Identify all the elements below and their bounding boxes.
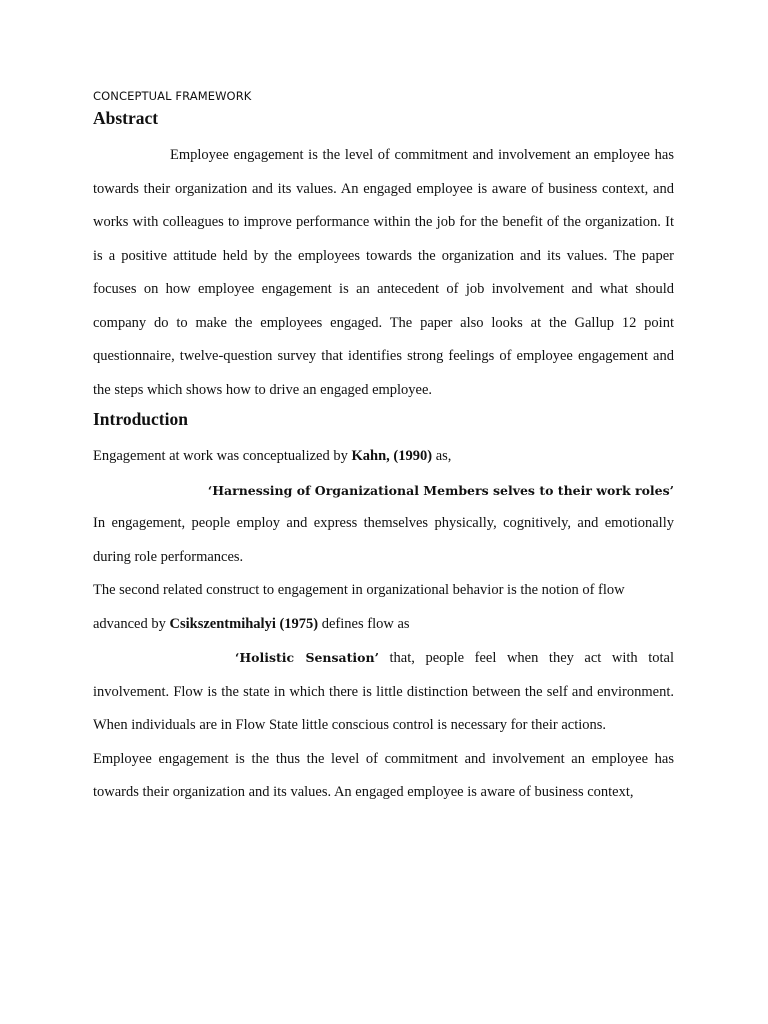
flow-paragraph-text: that, people feel when they act with total involvement. Flow is the state in which there is little distinction between the self and environment. When individuals are in Flow State little conscious control is necessary for their actions. — [93, 650, 674, 733]
kahn-sentence — [93, 440, 674, 474]
document-header: CONCEPTUAL FRAMEWORK — [93, 89, 252, 103]
engagement-paragraph: In engagement, people employ and express themselves physically, cognitively, and emotionally during role performances. — [93, 515, 674, 565]
kahn-citation: Kahn, (1990) — [351, 448, 433, 464]
kahn-prefix: Engagement at work was conceptualized by — [93, 448, 352, 464]
flow-paragraph — [93, 641, 674, 743]
csikszentmihalyi-citation: Csikszentmihalyi (1975) — [169, 615, 319, 632]
abstract-paragraph: Employee engagement is the level of commitment and involvement an employee has towards their organization and its values. An engaged employee is aware of business context, and works with colleagues to improve performance within the job for the benefit of the organization. It is a positive attitude held by the employees towards the organization and its values. The paper focuses on how employee engagement is an antecedent of job involvement and what should company do to make the employees engaged. The paper also looks at the Gallup 12 point questionnaire, twelve-question survey that identifies strong feelings of employee engagement and the steps which shows how to drive an engaged employee. — [93, 147, 674, 398]
page-content — [93, 86, 674, 810]
closing-paragraph: Employee engagement is the thus the level of commitment and involvement an employee has towards their organization and its values. An engaged employee is aware of business context, — [93, 750, 674, 800]
flow-citation-line — [93, 608, 674, 642]
flow-suffix: defines flow as — [318, 615, 410, 632]
flow-prefix: advanced by — [93, 615, 170, 632]
holistic-sensation-quote: ‘Holistic Sensation’ — [235, 650, 379, 665]
flow-intro-line: The second related construct to engagement in organizational behavior is the notion of flow — [93, 582, 625, 598]
introduction-heading: Introduction — [93, 409, 188, 429]
kahn-quote: ‘Harnessing of Organizational Members selves to their work roles’ — [207, 482, 674, 498]
abstract-heading: Abstract — [93, 108, 159, 128]
kahn-suffix: as, — [432, 448, 452, 464]
